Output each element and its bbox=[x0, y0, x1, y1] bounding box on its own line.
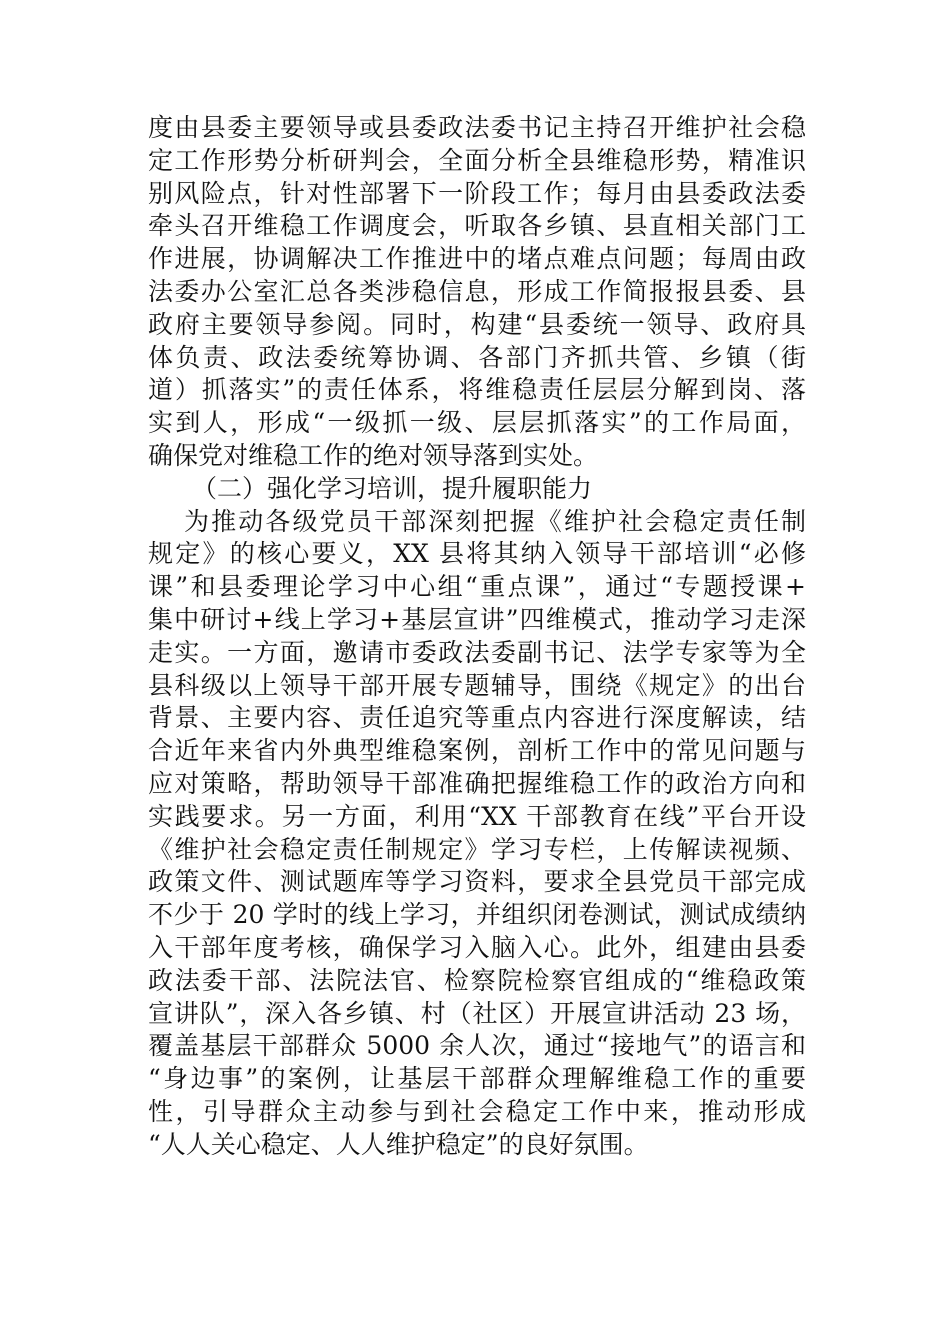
paragraph-2-line: 规定》的核心要义，XX 县将其纳入领导干部培训“必修 bbox=[148, 539, 806, 569]
paragraph-2-line: 实践要求。另一方面，利用“XX 干部教育在线”平台开设 bbox=[148, 801, 806, 831]
paragraph-1-line: 别风险点，针对性部署下一阶段工作；每月由县委政法委 bbox=[148, 178, 806, 208]
paragraph-2-line: 入干部年度考核，确保学习入脑入心。此外，组建由县委 bbox=[148, 932, 806, 962]
paragraph-2-line: 《维护社会稳定责任制规定》学习专栏，上传解读视频、 bbox=[148, 834, 806, 864]
paragraph-1-line: 法委办公室汇总各类涉稳信息，形成工作简报报县委、县 bbox=[148, 276, 806, 306]
paragraph-2-line: 课”和县委理论学习中心组“重点课”，通过“专题授课+ bbox=[148, 572, 806, 602]
paragraph-1-line: 确保党对维稳工作的绝对领导落到实处。 bbox=[148, 440, 599, 470]
paragraph-1-line: 作进展，协调解决工作推进中的堵点难点问题；每周由政 bbox=[148, 244, 806, 274]
paragraph-2-line: “人人关心稳定、人人维护稳定”的良好氛围。 bbox=[148, 1129, 649, 1159]
paragraph-2-line: 背景、主要内容、责任追究等重点内容进行深度解读，结 bbox=[148, 703, 806, 733]
paragraph-2-line: 覆盖基层干部群众 5000 余人次，通过“接地气”的语言和 bbox=[148, 1031, 806, 1061]
paragraph-2-line: 政法委干部、法院法官、检察院检察官组成的“维稳政策 bbox=[148, 965, 806, 995]
paragraph-1-line: 体负责、政法委统筹协调、各部门齐抓共管、乡镇（街 bbox=[148, 342, 806, 372]
paragraph-2-line: 性，引导群众主动参与到社会稳定工作中来，推动形成 bbox=[148, 1096, 806, 1126]
paragraph-1-line: 政府主要领导参阅。同时，构建“县委统一领导、政府具 bbox=[148, 309, 806, 339]
paragraph-2-line: 走实。一方面，邀请市委政法委副书记、法学专家等为全 bbox=[148, 637, 806, 667]
paragraph-2-line: 合近年来省内外典型维稳案例，剖析工作中的常见问题与 bbox=[148, 736, 806, 766]
paragraph-2-line: 县科级以上领导干部开展专题辅导，围绕《规定》的出台 bbox=[148, 670, 806, 700]
section-heading: （二）强化学习培训，提升履职能力 bbox=[192, 473, 593, 503]
paragraph-1-line: 实到人，形成“一级抓一级、层层抓落实”的工作局面， bbox=[148, 408, 806, 438]
paragraph-2-line: 政策文件、测试题库等学习资料，要求全县党员干部完成 bbox=[148, 867, 806, 897]
paragraph-2-line: 为推动各级党员干部深刻把握《维护社会稳定责任制 bbox=[184, 506, 806, 536]
paragraph-2-line: “身边事”的案例，让基层干部群众理解维稳工作的重要 bbox=[148, 1064, 806, 1094]
document-body bbox=[148, 112, 806, 1162]
paragraph-1-line: 牵头召开维稳工作调度会，听取各乡镇、县直相关部门工 bbox=[148, 211, 806, 241]
paragraph-1-line: 道）抓落实”的责任体系，将维稳责任层层分解到岗、落 bbox=[148, 375, 806, 405]
paragraph-2-line: 宣讲队”，深入各乡镇、村（社区）开展宣讲活动 23 场， bbox=[148, 998, 806, 1028]
paragraph-2-line: 不少于 20 学时的线上学习，并组织闭卷测试，测试成绩纳 bbox=[148, 900, 806, 930]
paragraph-2-line: 集中研讨+线上学习+基层宣讲”四维模式，推动学习走深 bbox=[148, 604, 806, 634]
paragraph-1-line: 定工作形势分析研判会，全面分析全县维稳形势，精准识 bbox=[148, 145, 806, 175]
paragraph-2-line: 应对策略，帮助领导干部准确把握维稳工作的政治方向和 bbox=[148, 768, 806, 798]
paragraph-1-line: 度由县委主要领导或县委政法委书记主持召开维护社会稳 bbox=[148, 113, 806, 142]
